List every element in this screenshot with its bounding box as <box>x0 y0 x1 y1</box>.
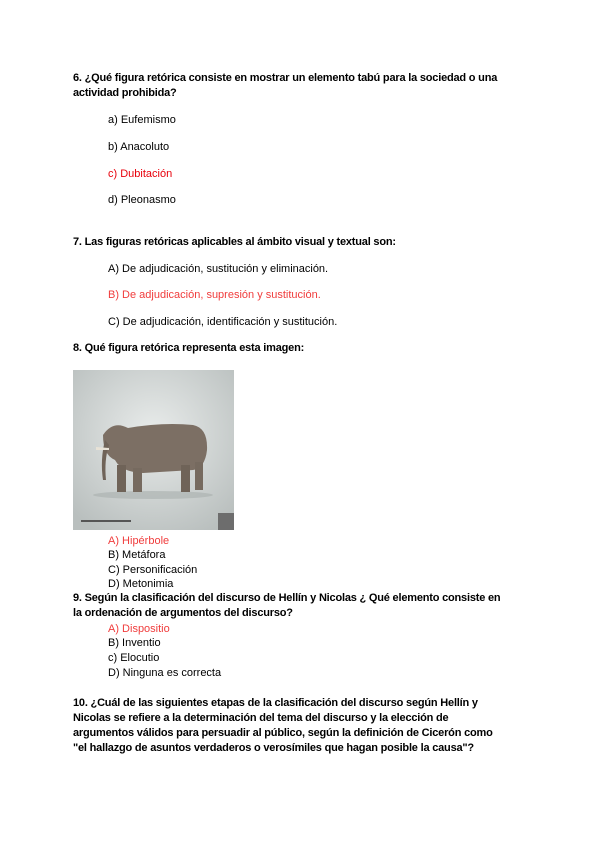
question-10-line-4: "el hallazgo de asuntos verdaderos o verosímiles que hagan posible la causa"? <box>73 742 474 754</box>
question-7: 7. Las figuras retóricas aplicables al ámbito visual y textual son: <box>73 236 396 248</box>
q7-option-b-answer: B) De adjudicación, supresión y sustitución. <box>108 289 321 301</box>
expand-icon <box>218 513 234 530</box>
q9-option-b: B) Inventio <box>108 637 161 649</box>
q6-option-b: b) Anacoluto <box>108 141 170 153</box>
q6-option-c-answer: c) Dubitación <box>108 168 173 180</box>
q7-option-a: A) De adjudicación, sustitución y eliminación. <box>108 263 329 275</box>
question-9-line-2: la ordenación de argumentos del discurso? <box>73 607 293 619</box>
q9-option-d: D) Ninguna es correcta <box>108 667 222 679</box>
q8-option-a-answer: A) Hipérbole <box>108 535 170 547</box>
question-9-line-1: 9. Según la clasificación del discurso de Hellín y Nicolas ¿ Qué elemento consiste en <box>73 592 501 604</box>
question-8: 8. Qué figura retórica representa esta imagen: <box>73 342 305 354</box>
question-6-line-2: actividad prohibida? <box>73 87 177 99</box>
q9-option-a-answer: A) Dispositio <box>108 623 170 635</box>
q8-option-d: D) Metonimia <box>108 578 174 590</box>
question-10-line-2: Nicolas se refiere a la determinación del tema del discurso y la elección de <box>73 712 449 724</box>
question-6-line-1: 6. ¿Qué figura retórica consiste en mostrar un elemento tabú para la sociedad o una <box>73 72 498 84</box>
q9-option-c: c) Elocutio <box>108 652 160 664</box>
question-10-line-3: argumentos válidos para persuadir al público, según la definición de Cicerón como <box>73 727 493 739</box>
q7-option-c: C) De adjudicación, identificación y sustitución. <box>108 316 338 328</box>
elephant-image <box>73 370 234 530</box>
question-10-line-1: 10. ¿Cuál de las siguientes etapas de la clasificación del discurso según Hellín y <box>73 697 478 709</box>
q8-option-c: C) Personificación <box>108 564 198 576</box>
q6-option-d: d) Pleonasmo <box>108 194 176 206</box>
q6-option-a: a) Eufemismo <box>108 114 176 126</box>
q8-option-b: B) Metáfora <box>108 549 166 561</box>
